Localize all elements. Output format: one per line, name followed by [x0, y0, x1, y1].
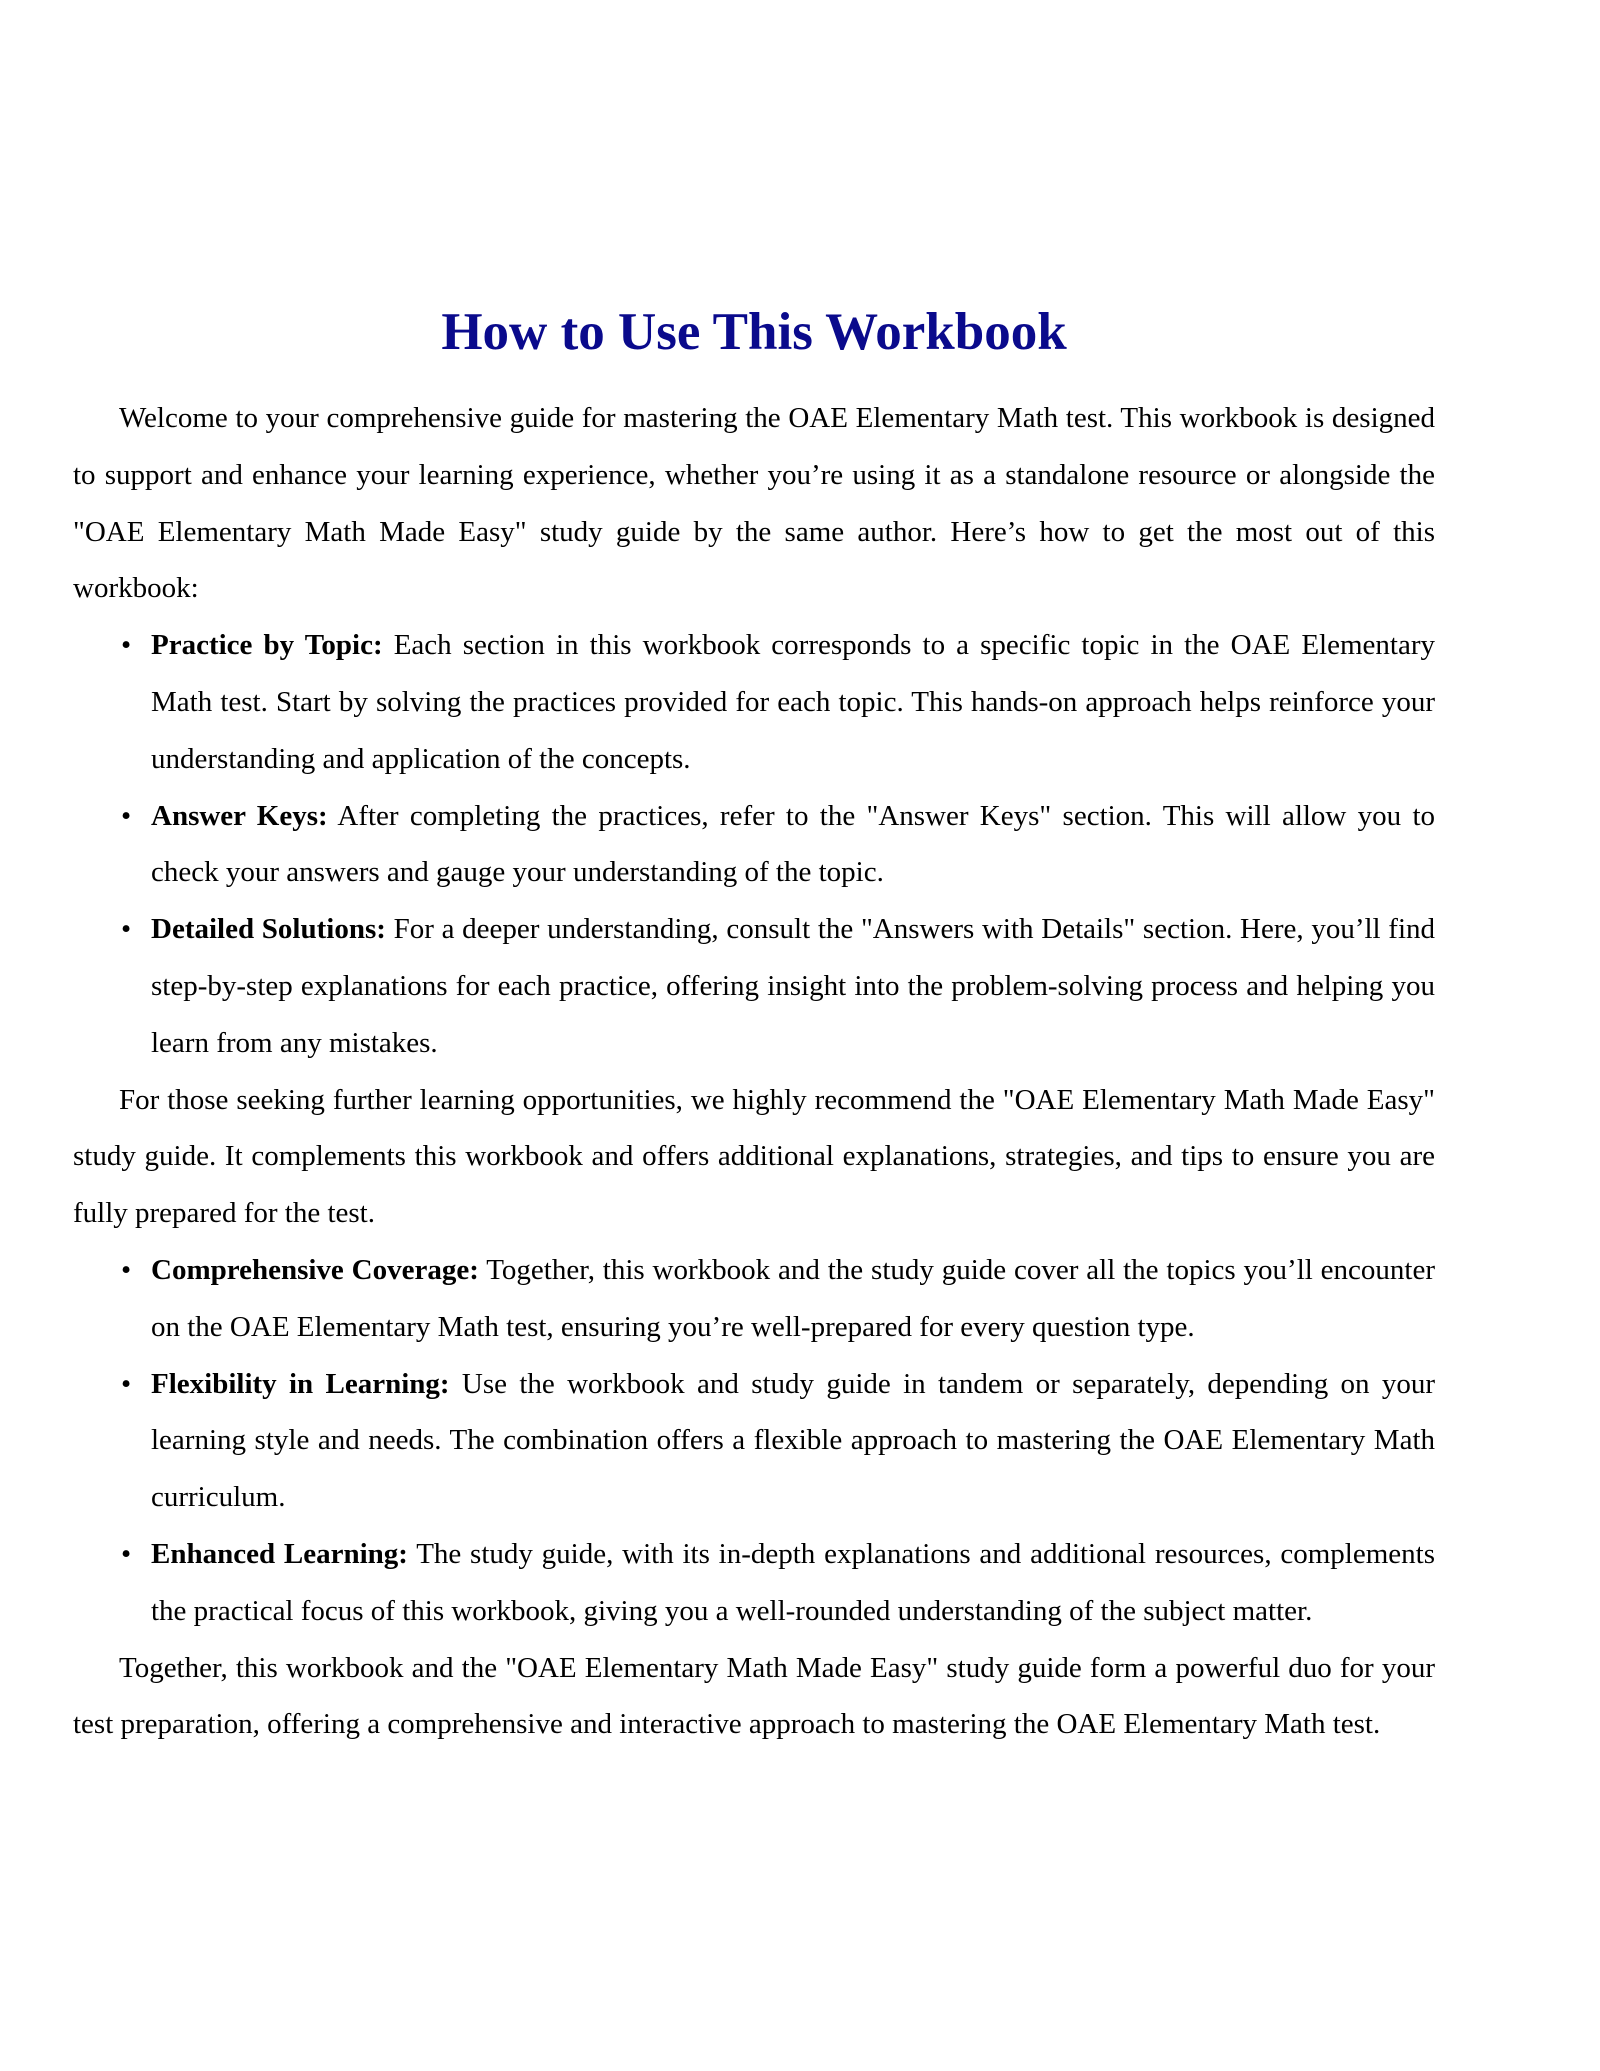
workbook-usage-list	[73, 617, 1435, 1071]
list-item-text: For a deeper understanding, consult the "Answers with Details" section. Here, you’ll find step-by-step explanations for each practice, offering insight into the problem-solving process and helping you learn from any mistakes.	[151, 913, 1436, 1059]
list-item-text: Use the workbook and study guide in tandem or separately, depending on your learning style and needs. The combination offers a flexible approach to mastering the OAE Elementary Math curriculum.	[151, 1367, 1435, 1514]
bullet-icon: •	[121, 629, 132, 662]
bullet-icon: •	[121, 799, 132, 832]
page-title: How to Use This Workbook	[441, 303, 1067, 361]
study-guide-benefits-list	[73, 1242, 1435, 1640]
list-item	[121, 788, 1436, 902]
list-item	[121, 1526, 1435, 1640]
bullet-icon: •	[121, 913, 132, 946]
list-item	[121, 1242, 1435, 1356]
bullet-icon: •	[121, 1367, 132, 1400]
list-item-text: After completing the practices, refer to the "Answer Keys" section. This will allow you to check your answers and gauge your understanding of the topic.	[151, 799, 1436, 889]
list-item-term: Flexibility in Learning:	[151, 1367, 450, 1400]
list-item-text: Each section in this workbook corresponds to a specific topic in the OAE Elementary Math test. Start by solving the practices provided for each topic. This hands-on approach helps reinforce your understanding and application of the concepts.	[151, 629, 1435, 775]
bullet-icon: •	[121, 1537, 132, 1570]
list-item-term: Answer Keys:	[151, 799, 328, 832]
document-page	[73, 292, 1435, 1753]
bullet-icon: •	[121, 1253, 132, 1286]
list-item-term: Detailed Solutions:	[151, 913, 386, 946]
list-item-term: Enhanced Learning:	[151, 1537, 408, 1570]
intro-paragraph: Welcome to your comprehensive guide for mastering the OAE Elementary Math test. This workbook is designed to support and enhance your learning experience, whether you’re using it as a standalone resource or alongside the "OAE Elementary Math Made Easy" study guide by the same author. Here’s how to get the most out of this workbook:	[73, 402, 1435, 605]
middle-paragraph: For those seeking further learning opportunities, we highly recommend the "OAE Elementary Math Made Easy" study guide. It complements this workbook and offers additional explanations, strategies, and tips to ensure you are fully prepared for the test.	[73, 1083, 1435, 1230]
list-item-term: Comprehensive Coverage:	[151, 1253, 479, 1286]
list-item	[121, 901, 1436, 1071]
list-item	[121, 617, 1435, 787]
list-item-term: Practice by Topic:	[151, 629, 383, 662]
list-item	[121, 1356, 1435, 1526]
list-item-text: Together, this workbook and the study guide cover all the topics you’ll encounter on the OAE Elementary Math test, ensuring you’re well-prepared for every question type.	[151, 1253, 1435, 1343]
closing-paragraph: Together, this workbook and the "OAE Elementary Math Made Easy" study guide form a powerful duo for your test preparation, offering a comprehensive and interactive approach to mastering the OAE Elementary Math test.	[73, 1651, 1435, 1741]
list-item-text: The study guide, with its in-depth explanations and additional resources, complements the practical focus of this workbook, giving you a well-rounded understanding of the subject matter.	[151, 1537, 1435, 1627]
